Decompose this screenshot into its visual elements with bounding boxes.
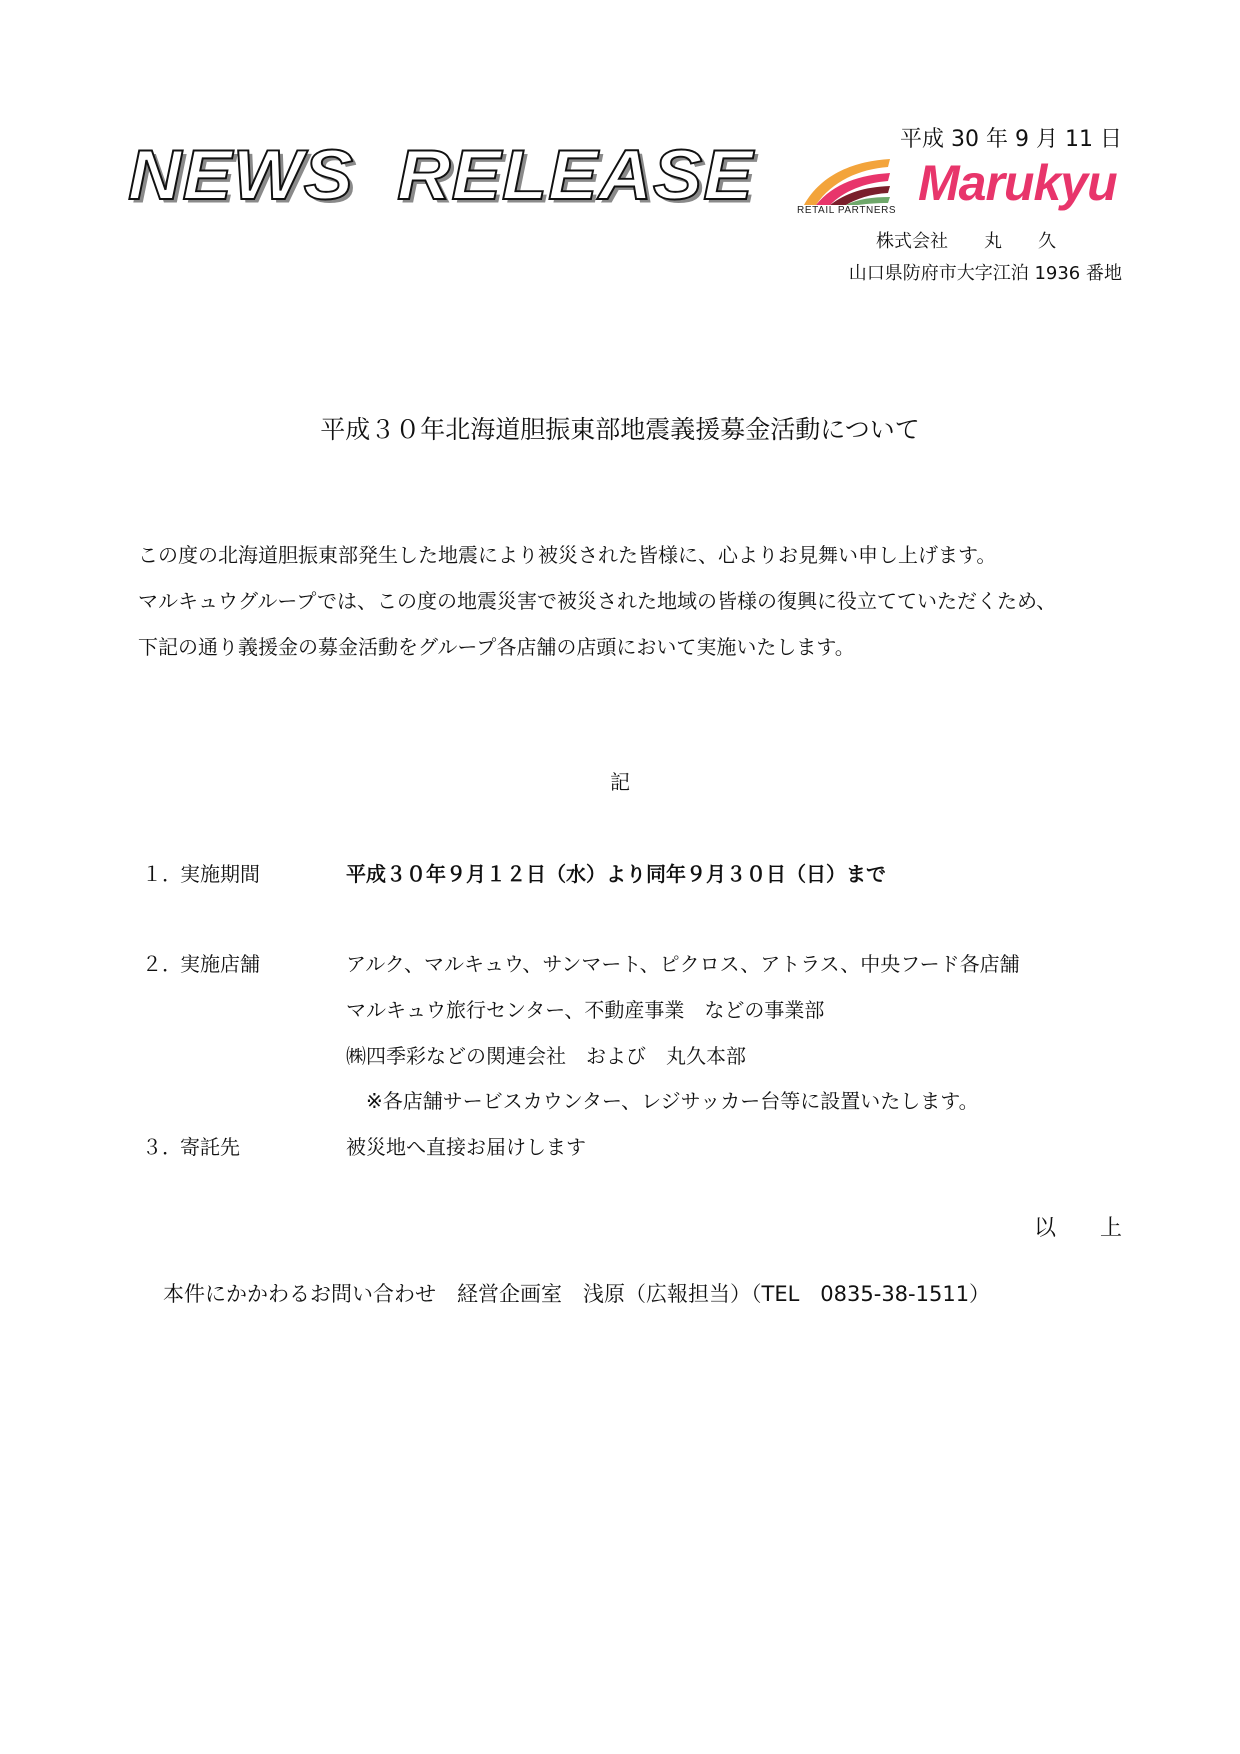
item-value-period: 平成３０年９月１２日（水）より同年９月３０日（日）まで: [346, 862, 886, 886]
retail-partners-arc-icon: [800, 155, 892, 207]
item-value-recipient: 被災地へ直接お届けします: [346, 1135, 586, 1159]
intro-line-3: 下記の通り義援金の募金活動をグループ各店舗の店頭において実施いたします。: [138, 635, 855, 659]
item-value-stores-line-1: アルク、マルキュウ、サンマート、ピクロス、アトラス、中央フード各店舗: [346, 952, 1020, 976]
item-value-stores-line-2: マルキュウ旅行センター、不動産事業 などの事業部: [346, 998, 825, 1022]
company-address: 山口県防府市大字江泊 1936 番地: [848, 263, 1122, 284]
item-label-recipient: 寄託先: [180, 1135, 240, 1159]
closing-ijou: 以 上: [1033, 1216, 1122, 1241]
company-name: 株式会社 丸 久: [876, 231, 1056, 252]
item-number-1: １．: [142, 862, 182, 886]
logo-subtext: RETAIL PARTNERS: [797, 205, 897, 216]
item-value-stores-note: ※各店舗サービスカウンター、レジサッカー台等に設置いたします。: [366, 1089, 979, 1113]
contact-info: 本件にかかわるお問い合わせ 経営企画室 浅原（広報担当）（TEL 0835-38-1511）: [163, 1282, 991, 1306]
intro-line-2: マルキュウグループでは、この度の地震災害で被災された地域の皆様の復興に役立てていただくため、: [138, 589, 1057, 613]
news-release-heading: NEWS RELEASE: [128, 135, 754, 215]
item-value-stores-line-3: ㈱四季彩などの関連会社 および 丸久本部: [346, 1044, 746, 1068]
release-date: 平成 30 年 9 月 11 日: [900, 127, 1122, 152]
intro-line-1: この度の北海道胆振東部発生した地震により被災された皆様に、心よりお見舞い申し上げます。: [138, 543, 997, 567]
item-number-2: ２．: [142, 952, 182, 976]
marukyu-wordmark: Marukyu: [918, 155, 1117, 211]
ki-heading: 記: [610, 770, 630, 794]
item-label-period: 実施期間: [180, 862, 260, 886]
item-number-3: ３．: [142, 1135, 182, 1159]
document-title: 平成３０年北海道胆振東部地震義援募金活動について: [320, 415, 920, 444]
item-label-stores: 実施店舗: [180, 952, 260, 976]
